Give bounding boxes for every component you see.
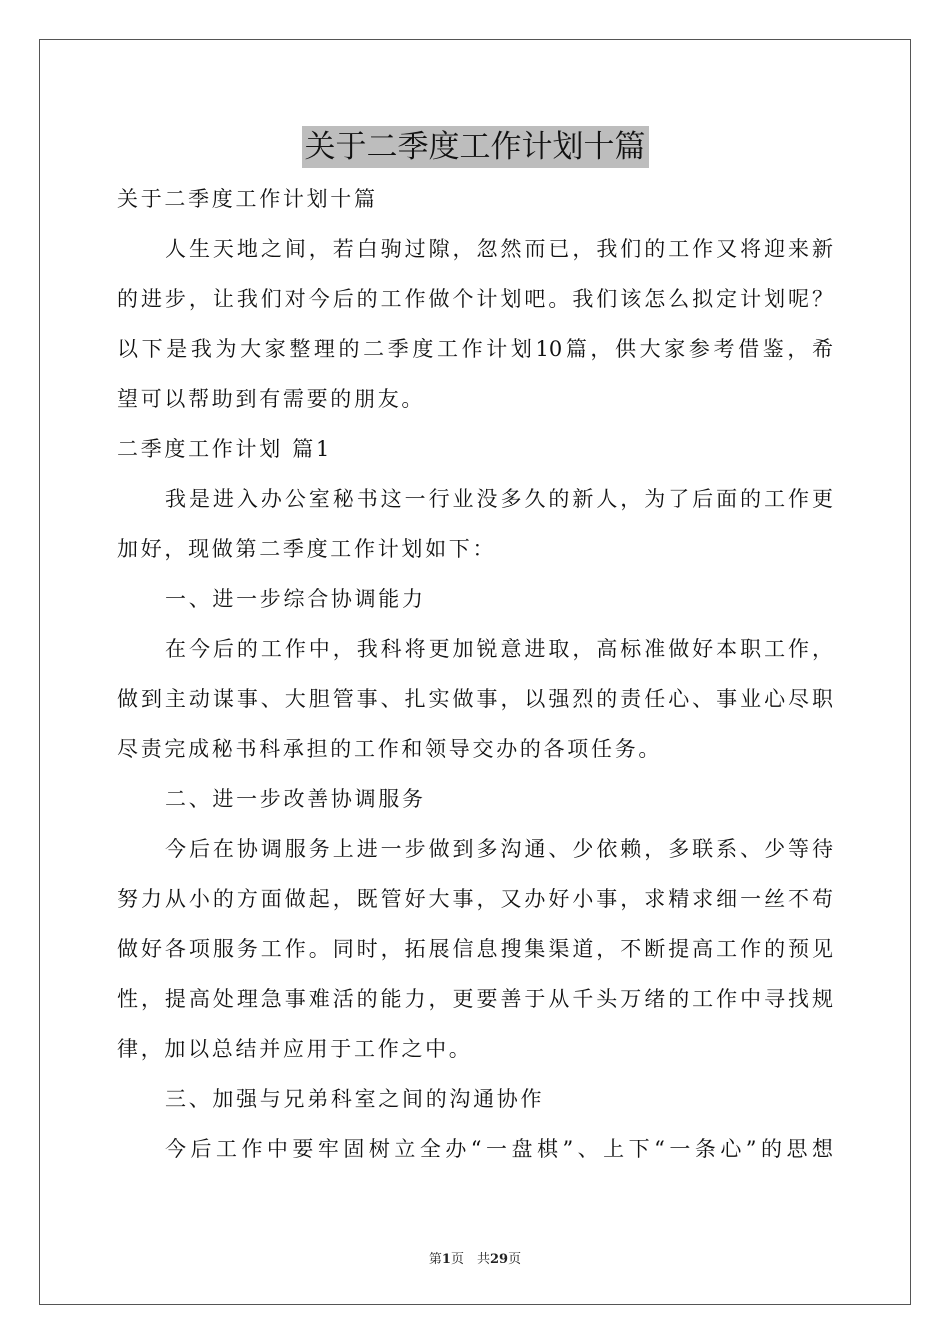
paragraph-line: 人生天地之间，若白驹过隙，忽然而已，我们的工作又将迎来新 (165, 237, 833, 261)
title-text: 关于二季度工作计划十篇 (302, 126, 649, 168)
paragraph-line: 性，提高处理急事难活的能力，更要善于从千头万绪的工作中寻找规 (117, 987, 833, 1011)
subtitle-line: 关于二季度工作计划十篇 (117, 187, 378, 211)
paragraph-line: 今后在协调服务上进一步做到多沟通、少依赖，多联系、少等待 (165, 837, 833, 861)
paragraph-line: 做到主动谋事、大胆管事、扎实做事，以强烈的责任心、事业心尽职 (117, 687, 833, 711)
paragraph-line: 律，加以总结并应用于工作之中。 (117, 1037, 473, 1061)
paragraph-line: 加好，现做第二季度工作计划如下： (117, 537, 497, 561)
paragraph-line: 今后工作中要牢固树立全办“一盘棋”、上下“一条心”的思想 (165, 1137, 833, 1161)
paragraph-line: 做好各项服务工作。同时，拓展信息搜集渠道，不断提高工作的预见 (117, 937, 833, 961)
footer-page-number: 1 (441, 1252, 451, 1267)
footer-total-pages: 29 (489, 1252, 509, 1267)
footer-page-suffix: 页 (508, 1252, 522, 1267)
footer-page-mid: 页 共 (450, 1252, 490, 1267)
paragraph-line: 我是进入办公室秘书这一行业没多久的新人，为了后面的工作更 (165, 487, 833, 511)
subheading-line: 二、进一步改善协调服务 (165, 787, 426, 811)
paragraph-line: 在今后的工作中，我科将更加锐意进取，高标准做好本职工作， (165, 637, 833, 661)
subheading-line: 三、加强与兄弟科室之间的沟通协作 (165, 1087, 545, 1111)
footer-page-prefix: 第 (428, 1252, 442, 1267)
paragraph-line: 尽责完成秘书科承担的工作和领导交办的各项任务。 (117, 737, 663, 761)
paragraph-line: 望可以帮助到有需要的朋友。 (117, 387, 426, 411)
page-footer (0, 1248, 950, 1267)
subheading-line: 一、进一步综合协调能力 (165, 587, 426, 611)
paragraph-line: 努力从小的方面做起，既管好大事，又办好小事，求精求细一丝不苟 (117, 887, 833, 911)
paragraph-line: 以下是我为大家整理的二季度工作计划10篇，供大家参考借鉴，希 (117, 337, 833, 361)
section-heading: 二季度工作计划 篇1 (117, 437, 333, 461)
document-title (0, 126, 950, 168)
paragraph-line: 的进步，让我们对今后的工作做个计划吧。我们该怎么拟定计划呢？ (117, 287, 833, 311)
page-border (39, 39, 911, 1305)
